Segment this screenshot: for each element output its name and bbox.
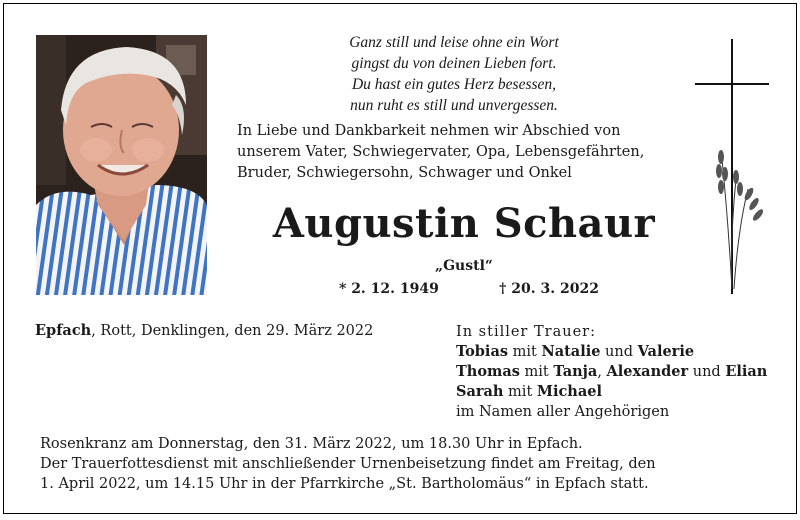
mourner-name: Valerie [637,343,695,360]
obituary-card [3,3,797,514]
mourner-name: Elian [725,363,768,380]
intro-text [237,121,677,184]
mourner-name: Tanja [553,363,598,380]
mourner-name: Tobias [456,343,509,360]
mourners-row [456,362,767,382]
mourners-block [456,322,767,422]
connector: und [600,344,638,360]
poem-line: Ganz still und leise ohne ein Wort [349,34,559,51]
intro-line: Bruder, Schwiegersohn, Schwager und Onkel [237,165,572,181]
connector: mit [519,364,554,380]
intro-line: In Liebe und Dankbarkeit nehmen wir Abschied von [237,123,621,139]
service-line: 1. April 2022, um 14.15 Uhr in der Pfarrkirche „St. Bartholomäus“ in Epfach statt. [40,476,649,492]
deceased-name: Augustin Schaur [272,200,656,247]
connector: , [597,364,607,380]
death-date: † 20. 3. 2022 [499,281,599,297]
connector: mit [503,384,537,400]
mourners-closing: im Namen aller Angehörigen [456,404,670,420]
poem-line: nun ruht es still und unvergessen. [350,97,558,114]
mourner-name: Thomas [456,363,520,380]
deceased-nickname: „Gustl“ [435,258,493,274]
cross-icon [692,39,772,299]
service-line: Der Trauerfottesdienst mit anschließender Urnenbeisetzung findet am Freitag, den [40,456,656,472]
poem [244,32,664,116]
life-dates [339,281,599,297]
poem-line: gingst du von deinen Lieben fort. [351,55,557,72]
mourners-row [456,342,767,362]
service-info [40,434,740,494]
portrait-illustration [36,35,207,295]
place-town: Epfach [35,322,92,339]
intro-line: unserem Vater, Schwiegervater, Opa, Lebensgefährten, [237,144,645,160]
connector: und [688,364,726,380]
connector: mit [508,344,542,360]
mourners-label: In stiller Trauer: [456,324,596,340]
mourner-name: Alexander [606,363,689,380]
mourner-name: Sarah [456,383,504,400]
portrait-photo [36,35,207,295]
poem-line: Du hast ein gutes Herz besessen, [351,76,557,93]
place-date-line [35,322,373,339]
service-line: Rosenkranz am Donnerstag, den 31. März 2022, um 18.30 Uhr in Epfach. [40,436,583,452]
mourner-name: Natalie [541,343,601,360]
birth-date: * 2. 12. 1949 [339,281,439,297]
mourner-name: Michael [536,383,602,400]
mourners-row [456,382,767,402]
place-rest: , Rott, Denklingen, den 29. März 2022 [91,323,374,339]
